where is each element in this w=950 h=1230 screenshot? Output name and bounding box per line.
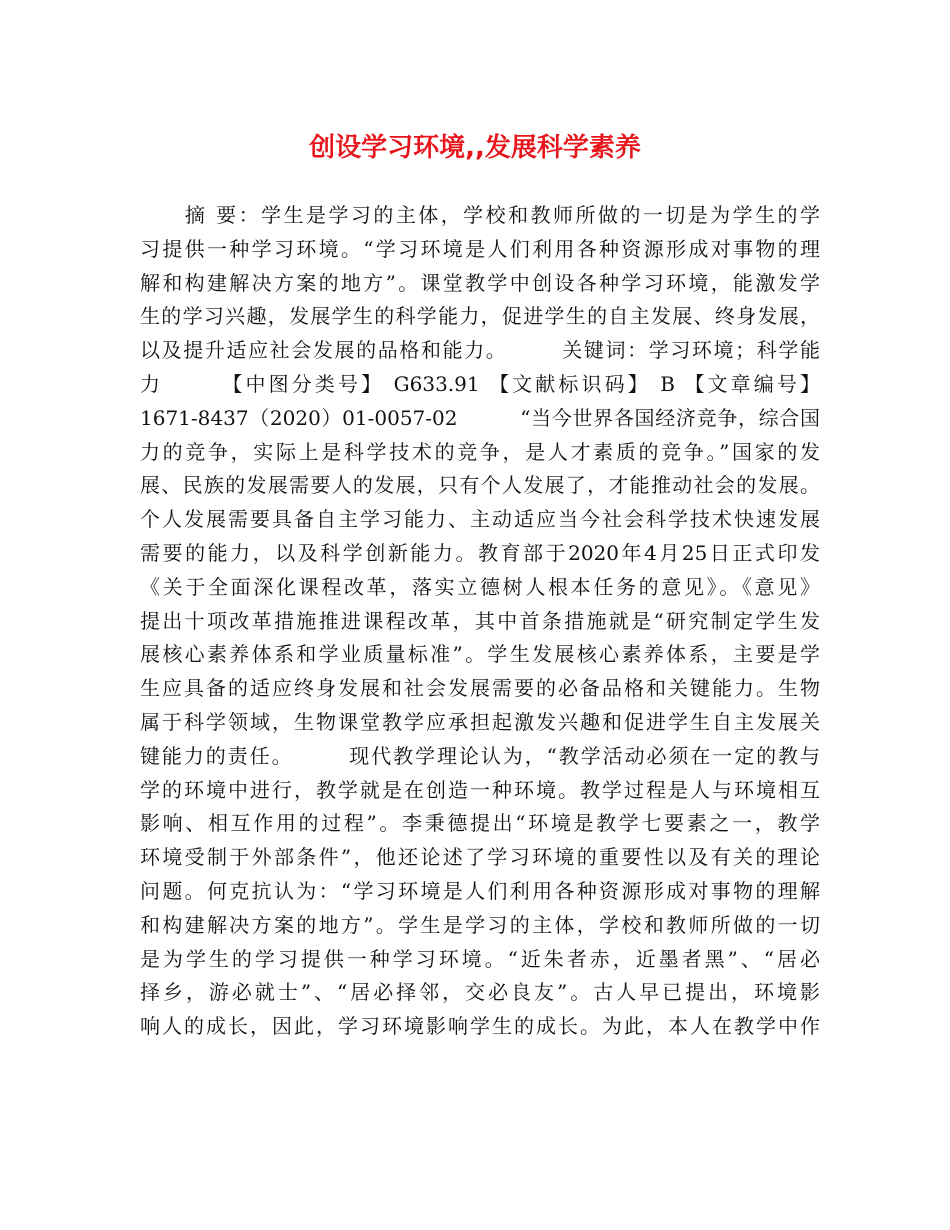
body-line: 环境受制于外部条件”，他还论述了学习环境的重要性以及有关的理论 [140, 845, 820, 870]
body-line: 需要的能力，以及科学创新能力。教育部于2020年4月25日正式印发 [140, 540, 820, 565]
document-body [140, 199, 820, 1044]
body-line: 影响、相互作用的过程”。李秉德提出“环境是教学七要素之一，教学 [140, 811, 820, 836]
body-line: 力的竞争，实际上是科学技术的竞争，是人才素质的竞争。”国家的发 [140, 439, 820, 464]
body-line: 习提供一种学习环境。“学习环境是人们利用各种资源形成对事物的理 [140, 236, 820, 261]
body-line: 提出十项改革措施推进课程改革，其中首条措施就是“研究制定学生发 [140, 608, 820, 633]
body-line: 以及提升适应社会发展的品格和能力。 关键词：学习环境；科学能 [140, 338, 820, 363]
body-line: 摘 要：学生是学习的主体，学校和教师所做的一切是为学生的学 [140, 203, 820, 227]
body-line: 展、民族的发展需要人的发展，只有个人发展了，才能推动社会的发展。 [140, 473, 820, 498]
body-line: 1671-8437（2020）01-0057-02 “当今世界各国经济竞争，综合国 [140, 405, 820, 430]
body-line: 属于科学领域，生物课堂教学应承担起激发兴趣和促进学生自主发展关 [140, 709, 820, 734]
body-line: 解和构建解决方案的地方”。课堂教学中创设各种学习环境，能激发学 [140, 270, 820, 295]
body-line: 个人发展需要具备自主学习能力、主动适应当今社会科学技术快速发展 [140, 507, 820, 532]
body-line: 键能力的责任。 现代教学理论认为，“教学活动必须在一定的教与 [140, 743, 820, 768]
body-line: 生应具备的适应终身发展和社会发展需要的必备品格和关键能力。生物 [140, 676, 820, 701]
body-line: 响人的成长，因此，学习环境影响学生的成长。为此，本人在教学中作 [140, 1014, 820, 1039]
body-line: 问题。何克抗认为：“学习环境是人们利用各种资源形成对事物的理解 [140, 878, 820, 903]
body-line: 《关于全面深化课程改革，落实立德树人根本任务的意见》。《意见》 [140, 574, 820, 599]
body-line: 展核心素养体系和学业质量标准”。学生发展核心素养体系，主要是学 [140, 642, 820, 667]
body-line: 和构建解决方案的地方”。学生是学习的主体，学校和教师所做的一切 [140, 912, 820, 937]
body-line: 学的环境中进行，教学就是在创造一种环境。教学过程是人与环境相互 [140, 777, 820, 802]
body-line: 力 【中图分类号】 G633.91 【文献标识码】 B 【文章编号】 [140, 371, 820, 396]
body-line: 是为学生的学习提供一种学习环境。“近朱者赤，近墨者黑”、“居必 [140, 946, 820, 971]
body-line: 生的学习兴趣，发展学生的科学能力，促进学生的自主发展、终身发展， [140, 304, 820, 329]
document-title: 创设学习环境,,发展科学素养 [309, 133, 641, 163]
body-line: 择乡，游必就士”、“居必择邻，交必良友”。古人早已提出，环境影 [140, 980, 820, 1005]
